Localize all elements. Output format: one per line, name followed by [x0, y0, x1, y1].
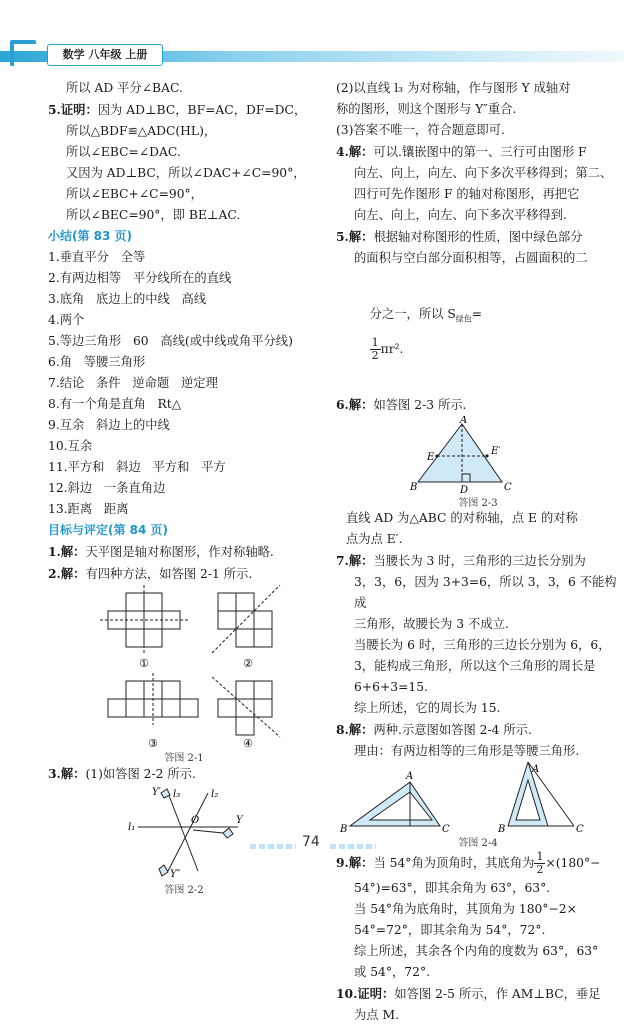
figure-label: C — [442, 824, 450, 836]
answer-text: 有四种方法，如答图 2-1 所示. — [85, 567, 253, 581]
summary-item: 10.互余 — [48, 439, 93, 453]
answer-label: 解： — [348, 855, 374, 871]
text-line: 四行可先作图形 F 的轴对称图形，再把它 — [354, 187, 580, 201]
text-line: 点为点 E′. — [346, 532, 403, 547]
figure-2-3 — [336, 416, 620, 508]
answer-label: 证明： — [60, 102, 98, 117]
header-title: 数学 八年级 上册 — [47, 44, 163, 66]
text-line: 6+6+3=15. — [354, 680, 428, 695]
page-number: 74 — [302, 834, 320, 850]
summary-item: 5.等边三角形 60 高线(或中线或角平分线) — [48, 334, 293, 348]
text-line: 又因为 AD⊥BC，所以∠DAC+∠C=90°， — [66, 166, 306, 180]
figure-label: ③ — [148, 737, 158, 749]
answer-text: 如答图 2-5 所示，作 AM⊥BC，垂足 — [394, 987, 601, 1002]
text-line: 为点 M. — [354, 1008, 400, 1023]
fraction-denominator: 2 — [536, 863, 544, 877]
text-line: 综上所述，它的周长为 15. — [354, 701, 501, 716]
figure-2-4-drawing — [336, 762, 620, 836]
figure-2-3-drawing — [336, 416, 620, 494]
answer-label: 解： — [348, 397, 374, 413]
answer-text: 因为 AD⊥BC，BF=AC，DF=DC， — [97, 103, 307, 117]
text-line: 理由：有两边相等的三角形是等腰三角形. — [354, 744, 580, 759]
summary-item: 3.底角 底边上的中线 高线 — [48, 292, 207, 306]
text-line: 综上所述，其余各个内角的度数为 63°，63° — [354, 944, 599, 959]
answer-number: 10. — [336, 986, 358, 1002]
text-line: 所以∠BEC=90°，即 BE⊥AC. — [66, 208, 241, 222]
summary-item: 4.两个 — [48, 313, 85, 327]
text-line: 3，3，6，因为 3+3=6，所以 3，3，6 不能构成 — [354, 575, 617, 611]
formula-line — [336, 269, 620, 394]
exercise-1 — [48, 541, 320, 563]
text-line: 54°)=63°，即其余角为 63°，63°. — [354, 881, 551, 896]
answer-text: 如答图 2-3 所示. — [373, 398, 467, 413]
figure-caption: 答图 2-3 — [458, 498, 498, 510]
answer-label: 解： — [60, 766, 86, 781]
text-line: 3，能构成三角形，所以这个三角形的周长是 — [354, 659, 596, 674]
figure-label: C — [576, 824, 584, 836]
answer-number: 5. — [48, 102, 61, 117]
answer-label: 解： — [348, 722, 374, 738]
page-footer — [0, 832, 624, 862]
figure-label: D — [460, 485, 469, 495]
text-fragment: = — [471, 307, 483, 321]
text-line: 的面积与空白部分面积相等，占圆面积的二 — [354, 251, 588, 265]
answer-number: 9. — [336, 855, 349, 871]
left-column — [48, 78, 320, 896]
exercise-2 — [48, 563, 320, 585]
answer-text: 当腰长为 3 时，三角形的三边长分别为 — [373, 554, 586, 569]
text-line: 或 54°，72°. — [354, 965, 431, 980]
figure-caption: 答图 2-2 — [164, 885, 204, 896]
text-line: 三角形，故腰长为 3 不成立. — [354, 617, 509, 632]
answer-label: 解： — [348, 144, 374, 159]
figure-caption: 答图 2-4 — [458, 838, 498, 850]
text-line: 向左、向上，向左、向下多次平移得到. — [354, 208, 567, 222]
answer-10 — [336, 983, 620, 1005]
summary-item: 6.角 等腰三角形 — [48, 355, 146, 369]
answer-number: 7. — [336, 553, 349, 569]
figure-label: ① — [139, 657, 149, 670]
summary-item: 9.互余 斜边上的中线 — [48, 418, 170, 432]
text-line: 当腰长为 6 时，三角形的三边长分别为 6，6， — [354, 638, 611, 653]
figure-label: O — [191, 815, 200, 826]
text-line: (3)答案不唯一，符合题意即可. — [336, 123, 505, 137]
figure-2-1-drawing — [48, 585, 320, 749]
text-line: 向左、向上，向左、向下多次平移得到；第二、 — [354, 166, 613, 180]
figure-label: A — [406, 771, 414, 783]
summary-item: 2.有两边相等 平分线所在的直线 — [48, 271, 232, 285]
figure-label: A — [532, 764, 540, 776]
answer-text: 根据轴对称图形的性质，图中绿色部分 — [373, 230, 583, 244]
summary-item: 1.垂直平分 全等 — [48, 250, 146, 264]
figure-label: B — [410, 482, 418, 494]
point-e — [435, 455, 438, 458]
subscript: 绿色 — [455, 314, 472, 324]
answer-text: 两种.示意图如答图 2-4 所示. — [373, 723, 532, 738]
answer-number: 2. — [48, 566, 61, 581]
answer-text: ×(180°− — [545, 856, 601, 871]
figure-label: B — [498, 824, 506, 836]
summary-item: 11.平方和 斜边 平方和 平方 — [48, 460, 226, 474]
summary-list — [48, 247, 320, 520]
figure-label: ④ — [243, 737, 253, 749]
answer-4 — [336, 141, 620, 163]
answer-number: 3. — [48, 766, 61, 781]
figure-2-1 — [48, 585, 320, 763]
answer-7 — [336, 550, 620, 572]
figure-caption: 答图 2-1 — [164, 753, 204, 764]
fraction-denominator: 2 — [371, 349, 379, 363]
right-column — [336, 78, 620, 1026]
summary-item: 7.结论 条件 逆命题 逆定理 — [48, 376, 218, 390]
section-heading-summary: 小结(第 83 页) — [48, 229, 133, 243]
answer-label: 证明： — [357, 986, 395, 1002]
summary-item: 8.有一个角是直角 Rt△ — [48, 397, 182, 411]
figure-label: B — [340, 824, 348, 836]
figure-label: Y″ — [170, 869, 181, 880]
figure-label: Y′ — [152, 787, 161, 798]
summary-item: 13.距离 距离 — [48, 502, 129, 516]
text-line: 所以∠EBC+∠C=90°， — [66, 187, 203, 201]
answer-label: 解： — [60, 566, 86, 581]
page-header — [0, 38, 624, 68]
answer-5 — [336, 226, 620, 248]
figure-label: l₁ — [128, 822, 136, 833]
answer-text: (1)如答图 2-2 所示. — [85, 767, 196, 781]
answer-label: 解： — [60, 544, 86, 559]
point-e-prime — [485, 455, 488, 458]
answer-number: 1. — [48, 544, 61, 559]
text-line: 所以△BDF≌△ADC(HL)， — [66, 124, 217, 138]
answer-text: 当 54°角为顶角时，其底角为 — [373, 856, 535, 871]
text-line: 所以 AD 平分∠BAC. — [66, 81, 183, 95]
exercise-3 — [48, 763, 320, 785]
answer-5 — [48, 99, 320, 121]
text-fragment: 分之一，所以 S — [369, 307, 456, 321]
figure-label: l₂ — [211, 789, 219, 800]
answer-6 — [336, 394, 620, 416]
header-corner-decoration — [10, 40, 36, 66]
figure-label: ② — [243, 657, 253, 670]
figure-label: E — [427, 452, 435, 464]
summary-item: 12.斜边 一条直角边 — [48, 481, 166, 495]
text-line: (2)以直线 l₃ 为对称轴，作与图形 Y 成轴对 — [336, 81, 571, 95]
footer-decoration-right — [330, 844, 376, 849]
answer-number: 6. — [336, 397, 349, 413]
figure-label: A — [460, 416, 468, 427]
answer-text: 可以.镶嵌图中的第一、三行可由图形 F — [373, 145, 587, 159]
figure-label: Y — [236, 815, 243, 826]
text-fragment: πr². — [380, 342, 404, 357]
fraction-numerator: 1 — [536, 850, 544, 864]
figure-label: E′ — [491, 446, 501, 458]
answer-number: 8. — [336, 722, 349, 738]
answer-number: 5. — [336, 229, 349, 244]
fraction-numerator: 1 — [371, 336, 379, 350]
section-heading-assessment: 目标与评定(第 84 页) — [48, 523, 169, 537]
text-line: 直线 AD 为△ABC 的对称轴，点 E 的对称 — [346, 511, 578, 526]
answer-8 — [336, 719, 620, 741]
footer-decoration-left — [250, 844, 296, 849]
answer-text: 天平图是轴对称图形，作对称轴略. — [85, 545, 274, 559]
answer-label: 解： — [348, 229, 374, 244]
figure-label: C — [504, 482, 512, 494]
answer-number: 4. — [336, 144, 349, 159]
text-line: 当 54°角为底角时，其顶角为 180°−2× — [354, 902, 577, 917]
text-line: 称的图形，则这个图形与 Y″重合. — [336, 102, 517, 116]
text-line: 54°=72°，即其余角为 54°，72°. — [354, 923, 546, 938]
text-line: 所以∠EBC=∠DAC. — [66, 145, 181, 159]
answer-label: 解： — [348, 553, 374, 569]
fraction — [370, 337, 381, 362]
figure-label: l₃ — [173, 789, 181, 800]
